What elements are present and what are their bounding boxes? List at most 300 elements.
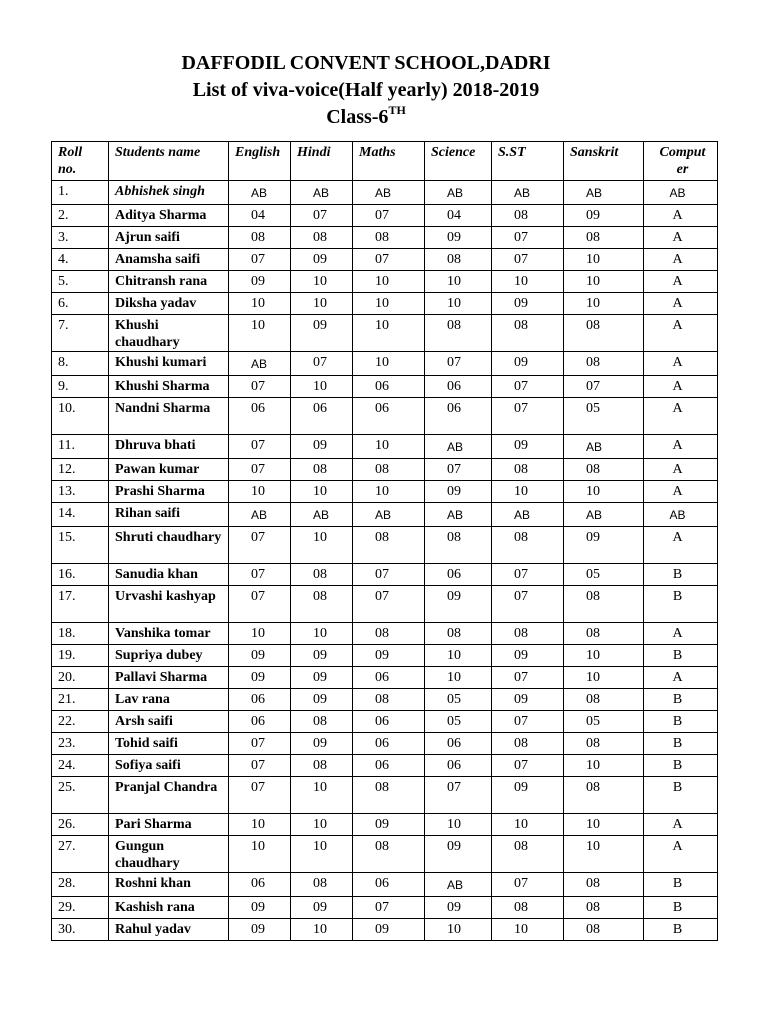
student-name-cell: Roshni khan xyxy=(109,873,229,897)
computer-grade-cell: A xyxy=(644,398,718,435)
roll-number-cell: 24. xyxy=(52,755,109,777)
roll-number-cell: 7. xyxy=(52,315,109,352)
table-row xyxy=(52,777,718,814)
table-row xyxy=(52,897,718,919)
mark-cell: 10 xyxy=(353,352,425,376)
mark-cell: 09 xyxy=(425,481,492,503)
mark-cell: 08 xyxy=(425,527,492,564)
table-row xyxy=(52,249,718,271)
roll-number-cell: 16. xyxy=(52,564,109,586)
mark-cell: 10 xyxy=(229,623,291,645)
mark-cell: 08 xyxy=(564,227,644,249)
mark-cell: 06 xyxy=(353,667,425,689)
student-name-cell: Sanudia khan xyxy=(109,564,229,586)
mark-cell: 10 xyxy=(564,667,644,689)
computer-grade-cell: A xyxy=(644,836,718,873)
mark-cell: 10 xyxy=(564,645,644,667)
mark-cell: AB xyxy=(425,873,492,897)
mark-cell: 06 xyxy=(425,733,492,755)
mark-cell: 10 xyxy=(353,481,425,503)
computer-grade-cell: A xyxy=(644,249,718,271)
mark-cell: 07 xyxy=(492,564,564,586)
computer-grade-cell: B xyxy=(644,919,718,941)
mark-cell: 07 xyxy=(492,398,564,435)
mark-cell: 06 xyxy=(229,689,291,711)
table-row xyxy=(52,564,718,586)
student-name-cell: Prashi Sharma xyxy=(109,481,229,503)
computer-grade-cell: A xyxy=(644,293,718,315)
computer-grade-cell: A xyxy=(644,667,718,689)
student-name-cell: Khushi Sharma xyxy=(109,376,229,398)
computer-grade-cell: A xyxy=(644,435,718,459)
mark-cell: 09 xyxy=(492,645,564,667)
mark-cell: 07 xyxy=(353,586,425,623)
mark-cell: 08 xyxy=(564,733,644,755)
mark-cell: 09 xyxy=(425,897,492,919)
student-name-cell: Khushi kumari xyxy=(109,352,229,376)
table-row xyxy=(52,227,718,249)
roll-number-cell: 12. xyxy=(52,459,109,481)
mark-cell: 10 xyxy=(564,836,644,873)
computer-grade-cell: A xyxy=(644,227,718,249)
mark-cell: 10 xyxy=(425,667,492,689)
table-row xyxy=(52,645,718,667)
mark-cell: 07 xyxy=(291,205,353,227)
mark-cell: AB xyxy=(353,503,425,527)
roll-number-cell: 9. xyxy=(52,376,109,398)
mark-cell: 08 xyxy=(564,586,644,623)
class-title xyxy=(0,104,732,131)
mark-cell: 08 xyxy=(291,873,353,897)
mark-cell: 10 xyxy=(229,293,291,315)
mark-cell: 08 xyxy=(291,459,353,481)
computer-grade-cell: B xyxy=(644,645,718,667)
mark-cell: 06 xyxy=(353,711,425,733)
roll-number-cell: 13. xyxy=(52,481,109,503)
mark-cell: 07 xyxy=(353,205,425,227)
mark-cell: 06 xyxy=(425,376,492,398)
computer-grade-cell: B xyxy=(644,689,718,711)
computer-grade-cell: B xyxy=(644,873,718,897)
mark-cell: 07 xyxy=(229,249,291,271)
student-name-cell: Lav rana xyxy=(109,689,229,711)
table-row xyxy=(52,315,718,352)
student-name-cell: Pallavi Sharma xyxy=(109,667,229,689)
table-header-row xyxy=(52,142,718,181)
mark-cell: 09 xyxy=(291,689,353,711)
roll-number-cell: 30. xyxy=(52,919,109,941)
computer-grade-cell: A xyxy=(644,459,718,481)
mark-cell: 09 xyxy=(564,527,644,564)
mark-cell: 07 xyxy=(425,352,492,376)
mark-cell: 07 xyxy=(229,755,291,777)
student-name-cell: Nandni Sharma xyxy=(109,398,229,435)
mark-cell: 07 xyxy=(492,667,564,689)
mark-cell: 09 xyxy=(564,205,644,227)
student-name-cell: Pari Sharma xyxy=(109,814,229,836)
mark-cell: 09 xyxy=(425,586,492,623)
mark-cell: 08 xyxy=(353,777,425,814)
mark-cell: 08 xyxy=(425,249,492,271)
mark-cell: 09 xyxy=(492,293,564,315)
mark-cell: 07 xyxy=(492,586,564,623)
table-row xyxy=(52,873,718,897)
student-name-cell: Ajrun saifi xyxy=(109,227,229,249)
table-row xyxy=(52,352,718,376)
student-name-cell: Chitransh rana xyxy=(109,271,229,293)
mark-cell: 07 xyxy=(229,777,291,814)
mark-cell: 10 xyxy=(492,481,564,503)
mark-cell: 10 xyxy=(425,919,492,941)
computer-grade-cell: B xyxy=(644,733,718,755)
mark-cell: 05 xyxy=(564,398,644,435)
mark-cell: 08 xyxy=(564,352,644,376)
student-name-cell: Supriya dubey xyxy=(109,645,229,667)
mark-cell: AB xyxy=(564,503,644,527)
roll-number-cell: 3. xyxy=(52,227,109,249)
mark-cell: 07 xyxy=(291,352,353,376)
roll-number-cell: 18. xyxy=(52,623,109,645)
school-name: DAFFODIL CONVENT SCHOOL,DADRI xyxy=(181,52,551,74)
table-row xyxy=(52,376,718,398)
roll-number-cell: 1. xyxy=(52,181,109,205)
mark-cell: 07 xyxy=(492,755,564,777)
computer-grade-cell: A xyxy=(644,623,718,645)
mark-cell: 08 xyxy=(564,777,644,814)
column-header: Comput er xyxy=(644,142,718,181)
table-row xyxy=(52,919,718,941)
mark-cell: 06 xyxy=(425,755,492,777)
mark-cell: 08 xyxy=(291,711,353,733)
computer-grade-cell: B xyxy=(644,897,718,919)
column-header: Maths xyxy=(353,142,425,181)
computer-grade-cell: B xyxy=(644,755,718,777)
mark-cell: 08 xyxy=(564,897,644,919)
student-name-cell: Shruti chaudhary xyxy=(109,527,229,564)
mark-cell: AB xyxy=(425,435,492,459)
student-name-cell: Khushi chaudhary xyxy=(109,315,229,352)
mark-cell: 08 xyxy=(492,897,564,919)
mark-cell: 08 xyxy=(291,227,353,249)
mark-cell: 07 xyxy=(229,733,291,755)
mark-cell: 06 xyxy=(425,564,492,586)
mark-cell: 08 xyxy=(564,873,644,897)
mark-cell: 09 xyxy=(291,435,353,459)
mark-cell: 08 xyxy=(492,836,564,873)
mark-cell: 10 xyxy=(291,623,353,645)
mark-cell: 09 xyxy=(291,733,353,755)
computer-grade-cell: B xyxy=(644,564,718,586)
roll-number-cell: 4. xyxy=(52,249,109,271)
mark-cell: 10 xyxy=(353,293,425,315)
mark-cell: 07 xyxy=(492,873,564,897)
mark-cell: 08 xyxy=(564,623,644,645)
mark-cell: 10 xyxy=(564,814,644,836)
mark-cell: 07 xyxy=(492,249,564,271)
mark-cell: 08 xyxy=(291,564,353,586)
mark-cell: 06 xyxy=(229,711,291,733)
roll-number-cell: 11. xyxy=(52,435,109,459)
mark-cell: AB xyxy=(229,352,291,376)
mark-cell: 08 xyxy=(353,227,425,249)
mark-cell: AB xyxy=(229,181,291,205)
mark-cell: 10 xyxy=(291,919,353,941)
mark-cell: 09 xyxy=(425,836,492,873)
mark-cell: 10 xyxy=(229,315,291,352)
student-name-cell: Sofiya saifi xyxy=(109,755,229,777)
mark-cell: 08 xyxy=(564,919,644,941)
mark-cell: 09 xyxy=(425,227,492,249)
column-header: Sanskrit xyxy=(564,142,644,181)
column-header: S.ST xyxy=(492,142,564,181)
computer-grade-cell: A xyxy=(644,205,718,227)
mark-cell: 08 xyxy=(492,733,564,755)
column-header: Hindi xyxy=(291,142,353,181)
student-name-cell: Rahul yadav xyxy=(109,919,229,941)
mark-cell: 09 xyxy=(229,919,291,941)
mark-cell: AB xyxy=(291,181,353,205)
roll-number-cell: 26. xyxy=(52,814,109,836)
mark-cell: 08 xyxy=(564,315,644,352)
student-name-cell: Urvashi kashyap xyxy=(109,586,229,623)
mark-cell: AB xyxy=(425,181,492,205)
roll-number-cell: 29. xyxy=(52,897,109,919)
roll-number-cell: 25. xyxy=(52,777,109,814)
mark-cell: 08 xyxy=(492,527,564,564)
mark-cell: 10 xyxy=(291,481,353,503)
mark-cell: 05 xyxy=(425,689,492,711)
mark-cell: 09 xyxy=(492,689,564,711)
mark-cell: 09 xyxy=(229,897,291,919)
mark-cell: 08 xyxy=(291,586,353,623)
mark-cell: 07 xyxy=(229,376,291,398)
mark-cell: 06 xyxy=(353,398,425,435)
mark-cell: 10 xyxy=(353,315,425,352)
column-header: Students name xyxy=(109,142,229,181)
mark-cell: AB xyxy=(425,503,492,527)
mark-cell: 08 xyxy=(291,755,353,777)
column-header: Roll no. xyxy=(52,142,109,181)
computer-grade-cell: AB xyxy=(644,503,718,527)
table-row xyxy=(52,181,718,205)
mark-cell: 09 xyxy=(229,667,291,689)
roll-number-cell: 5. xyxy=(52,271,109,293)
mark-cell: 07 xyxy=(229,435,291,459)
computer-grade-cell: A xyxy=(644,527,718,564)
mark-cell: 08 xyxy=(492,459,564,481)
table-row xyxy=(52,733,718,755)
table-row xyxy=(52,623,718,645)
mark-cell: AB xyxy=(564,435,644,459)
mark-cell: 07 xyxy=(492,376,564,398)
roll-number-cell: 10. xyxy=(52,398,109,435)
mark-cell: 10 xyxy=(492,271,564,293)
table-row xyxy=(52,503,718,527)
mark-cell: 06 xyxy=(353,873,425,897)
computer-grade-cell: B xyxy=(644,586,718,623)
roll-number-cell: 28. xyxy=(52,873,109,897)
mark-cell: 07 xyxy=(425,459,492,481)
mark-cell: 10 xyxy=(353,271,425,293)
mark-cell: 08 xyxy=(353,459,425,481)
student-name-cell: Aditya Sharma xyxy=(109,205,229,227)
computer-grade-cell: A xyxy=(644,315,718,352)
class-label: Class-6 xyxy=(326,106,389,128)
mark-cell: 09 xyxy=(353,645,425,667)
computer-grade-cell: A xyxy=(644,271,718,293)
table-row xyxy=(52,814,718,836)
mark-cell: 06 xyxy=(353,376,425,398)
mark-cell: 09 xyxy=(492,777,564,814)
computer-grade-cell: A xyxy=(644,352,718,376)
mark-cell: 07 xyxy=(492,711,564,733)
student-name-cell: Pawan kumar xyxy=(109,459,229,481)
table-row xyxy=(52,293,718,315)
mark-cell: 08 xyxy=(425,623,492,645)
mark-cell: 07 xyxy=(353,897,425,919)
table-row xyxy=(52,667,718,689)
table-row xyxy=(52,271,718,293)
table-row xyxy=(52,755,718,777)
mark-cell: 05 xyxy=(564,564,644,586)
mark-cell: 07 xyxy=(229,527,291,564)
computer-grade-cell: AB xyxy=(644,181,718,205)
mark-cell: 10 xyxy=(291,777,353,814)
mark-cell: 06 xyxy=(425,398,492,435)
table-row xyxy=(52,836,718,873)
column-header: English xyxy=(229,142,291,181)
table-row xyxy=(52,527,718,564)
mark-cell: AB xyxy=(492,181,564,205)
student-name-cell: Dhruva bhati xyxy=(109,435,229,459)
roll-number-cell: 23. xyxy=(52,733,109,755)
student-name-cell: Arsh saifi xyxy=(109,711,229,733)
mark-cell: 09 xyxy=(229,271,291,293)
mark-cell: 08 xyxy=(353,836,425,873)
mark-cell: 07 xyxy=(492,227,564,249)
mark-cell: 09 xyxy=(229,645,291,667)
mark-cell: 07 xyxy=(229,459,291,481)
mark-cell: AB xyxy=(564,181,644,205)
student-name-cell: Rihan saifi xyxy=(109,503,229,527)
mark-cell: 10 xyxy=(564,481,644,503)
computer-grade-cell: B xyxy=(644,777,718,814)
mark-cell: 10 xyxy=(291,376,353,398)
mark-cell: 10 xyxy=(291,836,353,873)
mark-cell: AB xyxy=(353,181,425,205)
mark-cell: 10 xyxy=(564,755,644,777)
mark-cell: 09 xyxy=(353,919,425,941)
mark-cell: 08 xyxy=(229,227,291,249)
roll-number-cell: 15. xyxy=(52,527,109,564)
mark-cell: 04 xyxy=(229,205,291,227)
mark-cell: 10 xyxy=(425,814,492,836)
student-name-cell: Anamsha saifi xyxy=(109,249,229,271)
student-name-cell: Abhishek singh xyxy=(109,181,229,205)
mark-cell: 05 xyxy=(564,711,644,733)
mark-cell: 10 xyxy=(229,814,291,836)
mark-cell: 10 xyxy=(229,481,291,503)
mark-cell: 09 xyxy=(492,435,564,459)
mark-cell: 06 xyxy=(353,755,425,777)
mark-cell: 07 xyxy=(229,586,291,623)
document-header xyxy=(0,50,732,131)
student-name-cell: Gungun chaudhary xyxy=(109,836,229,873)
mark-cell: 10 xyxy=(492,814,564,836)
roll-number-cell: 2. xyxy=(52,205,109,227)
mark-cell: 10 xyxy=(425,271,492,293)
mark-cell: 06 xyxy=(229,398,291,435)
table-row xyxy=(52,398,718,435)
column-header: Science xyxy=(425,142,492,181)
mark-cell: 10 xyxy=(564,249,644,271)
mark-cell: 07 xyxy=(425,777,492,814)
computer-grade-cell: B xyxy=(644,711,718,733)
student-name-cell: Tohid saifi xyxy=(109,733,229,755)
mark-cell: 06 xyxy=(229,873,291,897)
mark-cell: 09 xyxy=(291,315,353,352)
mark-cell: 09 xyxy=(492,352,564,376)
mark-cell: 08 xyxy=(492,205,564,227)
table-row xyxy=(52,205,718,227)
roll-number-cell: 22. xyxy=(52,711,109,733)
roll-number-cell: 17. xyxy=(52,586,109,623)
mark-cell: 08 xyxy=(353,527,425,564)
mark-cell: 05 xyxy=(425,711,492,733)
roll-number-cell: 19. xyxy=(52,645,109,667)
mark-cell: 08 xyxy=(353,689,425,711)
mark-cell: AB xyxy=(291,503,353,527)
mark-cell: 09 xyxy=(291,897,353,919)
student-name-cell: Vanshika tomar xyxy=(109,623,229,645)
table-row xyxy=(52,689,718,711)
mark-cell: 10 xyxy=(229,836,291,873)
mark-cell: 07 xyxy=(229,564,291,586)
mark-cell: 07 xyxy=(353,249,425,271)
mark-cell: AB xyxy=(492,503,564,527)
list-title: List of viva-voice(Half yearly) 2018-2019 xyxy=(192,79,540,101)
computer-grade-cell: A xyxy=(644,376,718,398)
student-name-cell: Kashish rana xyxy=(109,897,229,919)
mark-cell: 10 xyxy=(353,435,425,459)
mark-cell: 10 xyxy=(291,527,353,564)
table-row xyxy=(52,435,718,459)
mark-cell: AB xyxy=(229,503,291,527)
mark-cell: 10 xyxy=(564,271,644,293)
marks-table xyxy=(51,141,718,941)
roll-number-cell: 14. xyxy=(52,503,109,527)
computer-grade-cell: A xyxy=(644,481,718,503)
mark-cell: 07 xyxy=(564,376,644,398)
mark-cell: 06 xyxy=(291,398,353,435)
table-row xyxy=(52,586,718,623)
mark-cell: 08 xyxy=(492,623,564,645)
mark-cell: 10 xyxy=(291,293,353,315)
mark-cell: 08 xyxy=(353,623,425,645)
mark-cell: 08 xyxy=(492,315,564,352)
mark-cell: 07 xyxy=(353,564,425,586)
mark-cell: 10 xyxy=(425,293,492,315)
mark-cell: 08 xyxy=(425,315,492,352)
table-row xyxy=(52,481,718,503)
mark-cell: 08 xyxy=(564,459,644,481)
computer-grade-cell: A xyxy=(644,814,718,836)
mark-cell: 09 xyxy=(291,249,353,271)
student-name-cell: Pranjal Chandra xyxy=(109,777,229,814)
roll-number-cell: 21. xyxy=(52,689,109,711)
roll-number-cell: 6. xyxy=(52,293,109,315)
mark-cell: 10 xyxy=(291,814,353,836)
